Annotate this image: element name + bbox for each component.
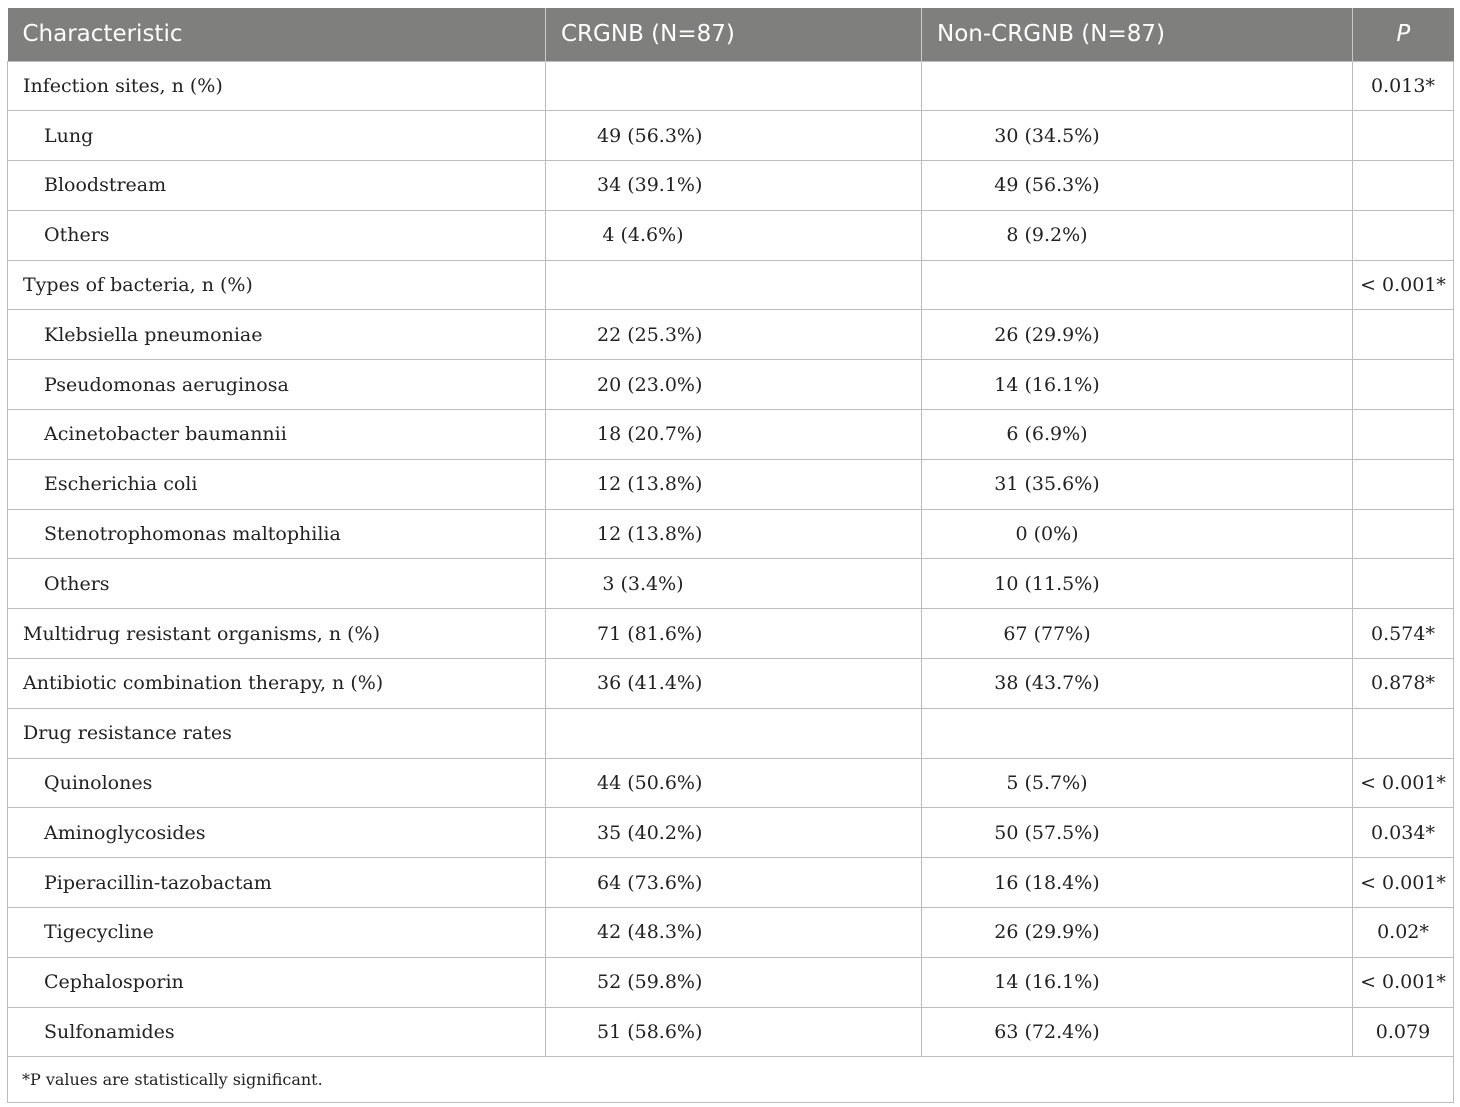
row-non-crgnb-value <box>922 609 1353 659</box>
non-crgnb-value-text: 14 (16.1%) <box>994 971 1100 994</box>
table-row <box>8 808 1454 858</box>
crgnb-value-text: 20 (23.0%) <box>597 373 703 396</box>
non-crgnb-value-text: 49 (56.3%) <box>994 174 1100 197</box>
row-non-crgnb-value <box>922 1007 1353 1057</box>
non-crgnb-value-text: 26 (29.9%) <box>994 323 1100 346</box>
table-row <box>8 858 1454 908</box>
non-crgnb-value-text: 38 (43.7%) <box>994 672 1100 695</box>
row-non-crgnb-value <box>922 310 1353 360</box>
table-body <box>8 61 1454 1057</box>
crgnb-value-text: 36 (41.4%) <box>597 672 703 695</box>
row-p-value <box>1353 559 1454 609</box>
non-crgnb-value-text: 0 (0%) <box>1015 523 1079 546</box>
row-crgnb-value <box>546 858 922 908</box>
footnote-row <box>8 1057 1454 1103</box>
row-p-value: 0.574* <box>1353 609 1454 659</box>
row-characteristic: Infection sites, n (%) <box>8 61 546 111</box>
non-crgnb-value-text: 63 (72.4%) <box>994 1021 1100 1044</box>
row-crgnb-value <box>546 609 922 659</box>
row-non-crgnb-value <box>922 111 1353 161</box>
row-crgnb-value <box>546 1007 922 1057</box>
non-crgnb-value-text: 31 (35.6%) <box>994 473 1100 496</box>
results-table <box>7 8 1454 1103</box>
table-row <box>8 758 1454 808</box>
crgnb-value-text: 49 (56.3%) <box>597 124 703 147</box>
row-characteristic: Bloodstream <box>8 161 546 211</box>
row-characteristic: Quinolones <box>8 758 546 808</box>
row-non-crgnb-value <box>922 61 1353 111</box>
row-characteristic: Types of bacteria, n (%) <box>8 260 546 310</box>
crgnb-value-text: 64 (73.6%) <box>597 871 703 894</box>
row-non-crgnb-value <box>922 808 1353 858</box>
row-non-crgnb-value <box>922 509 1353 559</box>
row-non-crgnb-value <box>922 161 1353 211</box>
crgnb-value-text: 51 (58.6%) <box>597 1021 703 1044</box>
row-crgnb-value <box>546 957 922 1007</box>
row-characteristic: Drug resistance rates <box>8 708 546 758</box>
row-characteristic: Others <box>8 210 546 260</box>
crgnb-value-text: 22 (25.3%) <box>597 323 703 346</box>
header-non-crgnb: Non-CRGNB (N=87) <box>922 8 1353 61</box>
row-non-crgnb-value <box>922 260 1353 310</box>
row-p-value: 0.079 <box>1353 1007 1454 1057</box>
row-characteristic: Piperacillin-tazobactam <box>8 858 546 908</box>
row-p-value <box>1353 509 1454 559</box>
crgnb-value-text: 52 (59.8%) <box>597 971 703 994</box>
non-crgnb-value-text: 6 (6.9%) <box>1006 423 1088 446</box>
row-characteristic: Lung <box>8 111 546 161</box>
table-row <box>8 310 1454 360</box>
row-non-crgnb-value <box>922 957 1353 1007</box>
table-row <box>8 260 1454 310</box>
row-characteristic: Acinetobacter baumannii <box>8 410 546 460</box>
table-row <box>8 61 1454 111</box>
row-p-value <box>1353 310 1454 360</box>
header-p-value: P <box>1396 21 1411 48</box>
table-row <box>8 708 1454 758</box>
row-p-value <box>1353 210 1454 260</box>
table-row <box>8 210 1454 260</box>
header-crgnb: CRGNB (N=87) <box>546 8 922 61</box>
table-row <box>8 161 1454 211</box>
row-crgnb-value <box>546 459 922 509</box>
row-non-crgnb-value <box>922 858 1353 908</box>
row-non-crgnb-value <box>922 758 1353 808</box>
non-crgnb-value-text: 8 (9.2%) <box>1006 224 1088 247</box>
row-p-value <box>1353 161 1454 211</box>
row-p-value: 0.878* <box>1353 659 1454 709</box>
row-non-crgnb-value <box>922 360 1353 410</box>
row-p-value: 0.02* <box>1353 908 1454 958</box>
row-p-value: < 0.001* <box>1353 758 1454 808</box>
crgnb-value-text: 12 (13.8%) <box>597 523 703 546</box>
table-row <box>8 360 1454 410</box>
table-row <box>8 459 1454 509</box>
table-row <box>8 1007 1454 1057</box>
row-crgnb-value <box>546 908 922 958</box>
row-p-value <box>1353 459 1454 509</box>
non-crgnb-value-text: 50 (57.5%) <box>994 821 1100 844</box>
row-crgnb-value <box>546 61 922 111</box>
table-row <box>8 559 1454 609</box>
results-table-container <box>7 8 1453 1103</box>
row-non-crgnb-value <box>922 908 1353 958</box>
row-crgnb-value <box>546 559 922 609</box>
crgnb-value-text: 12 (13.8%) <box>597 473 703 496</box>
table-footnote: *P values are statistically significant. <box>8 1057 1454 1103</box>
row-p-value <box>1353 360 1454 410</box>
table-row <box>8 111 1454 161</box>
row-crgnb-value <box>546 509 922 559</box>
crgnb-value-text: 35 (40.2%) <box>597 821 703 844</box>
row-crgnb-value <box>546 260 922 310</box>
row-crgnb-value <box>546 111 922 161</box>
header-characteristic: Characteristic <box>8 8 546 61</box>
crgnb-value-text: 44 (50.6%) <box>597 772 703 795</box>
row-p-value <box>1353 708 1454 758</box>
crgnb-value-text: 71 (81.6%) <box>597 622 703 645</box>
table-row <box>8 908 1454 958</box>
row-crgnb-value <box>546 659 922 709</box>
row-non-crgnb-value <box>922 659 1353 709</box>
row-characteristic: Aminoglycosides <box>8 808 546 858</box>
table-row <box>8 609 1454 659</box>
non-crgnb-value-text: 5 (5.7%) <box>1006 772 1088 795</box>
non-crgnb-value-text: 30 (34.5%) <box>994 124 1100 147</box>
row-crgnb-value <box>546 808 922 858</box>
row-characteristic: Others <box>8 559 546 609</box>
crgnb-value-text: 18 (20.7%) <box>597 423 703 446</box>
row-characteristic: Stenotrophomonas maltophilia <box>8 509 546 559</box>
row-crgnb-value <box>546 758 922 808</box>
row-non-crgnb-value <box>922 708 1353 758</box>
row-crgnb-value <box>546 360 922 410</box>
row-p-value: 0.034* <box>1353 808 1454 858</box>
non-crgnb-value-text: 26 (29.9%) <box>994 921 1100 944</box>
row-p-value: < 0.001* <box>1353 260 1454 310</box>
row-non-crgnb-value <box>922 410 1353 460</box>
table-row <box>8 659 1454 709</box>
row-p-value: 0.013* <box>1353 61 1454 111</box>
crgnb-value-text: 34 (39.1%) <box>597 174 703 197</box>
row-p-value <box>1353 410 1454 460</box>
row-crgnb-value <box>546 410 922 460</box>
crgnb-value-text: 3 (3.4%) <box>602 572 684 595</box>
row-characteristic: Klebsiella pneumoniae <box>8 310 546 360</box>
row-characteristic: Sulfonamides <box>8 1007 546 1057</box>
table-row <box>8 509 1454 559</box>
row-characteristic: Escherichia coli <box>8 459 546 509</box>
row-crgnb-value <box>546 161 922 211</box>
non-crgnb-value-text: 16 (18.4%) <box>994 871 1100 894</box>
row-characteristic: Tigecycline <box>8 908 546 958</box>
row-p-value: < 0.001* <box>1353 858 1454 908</box>
non-crgnb-value-text: 10 (11.5%) <box>994 572 1100 595</box>
table-row <box>8 957 1454 1007</box>
row-characteristic: Cephalosporin <box>8 957 546 1007</box>
row-characteristic: Pseudomonas aeruginosa <box>8 360 546 410</box>
table-row <box>8 410 1454 460</box>
row-non-crgnb-value <box>922 459 1353 509</box>
row-p-value: < 0.001* <box>1353 957 1454 1007</box>
row-p-value <box>1353 111 1454 161</box>
row-characteristic: Antibiotic combination therapy, n (%) <box>8 659 546 709</box>
row-crgnb-value <box>546 310 922 360</box>
row-crgnb-value <box>546 210 922 260</box>
non-crgnb-value-text: 67 (77%) <box>1003 622 1091 645</box>
row-crgnb-value <box>546 708 922 758</box>
row-non-crgnb-value <box>922 559 1353 609</box>
non-crgnb-value-text: 14 (16.1%) <box>994 373 1100 396</box>
row-non-crgnb-value <box>922 210 1353 260</box>
table-header-row <box>8 8 1454 61</box>
crgnb-value-text: 42 (48.3%) <box>597 921 703 944</box>
crgnb-value-text: 4 (4.6%) <box>602 224 684 247</box>
row-characteristic: Multidrug resistant organisms, n (%) <box>8 609 546 659</box>
